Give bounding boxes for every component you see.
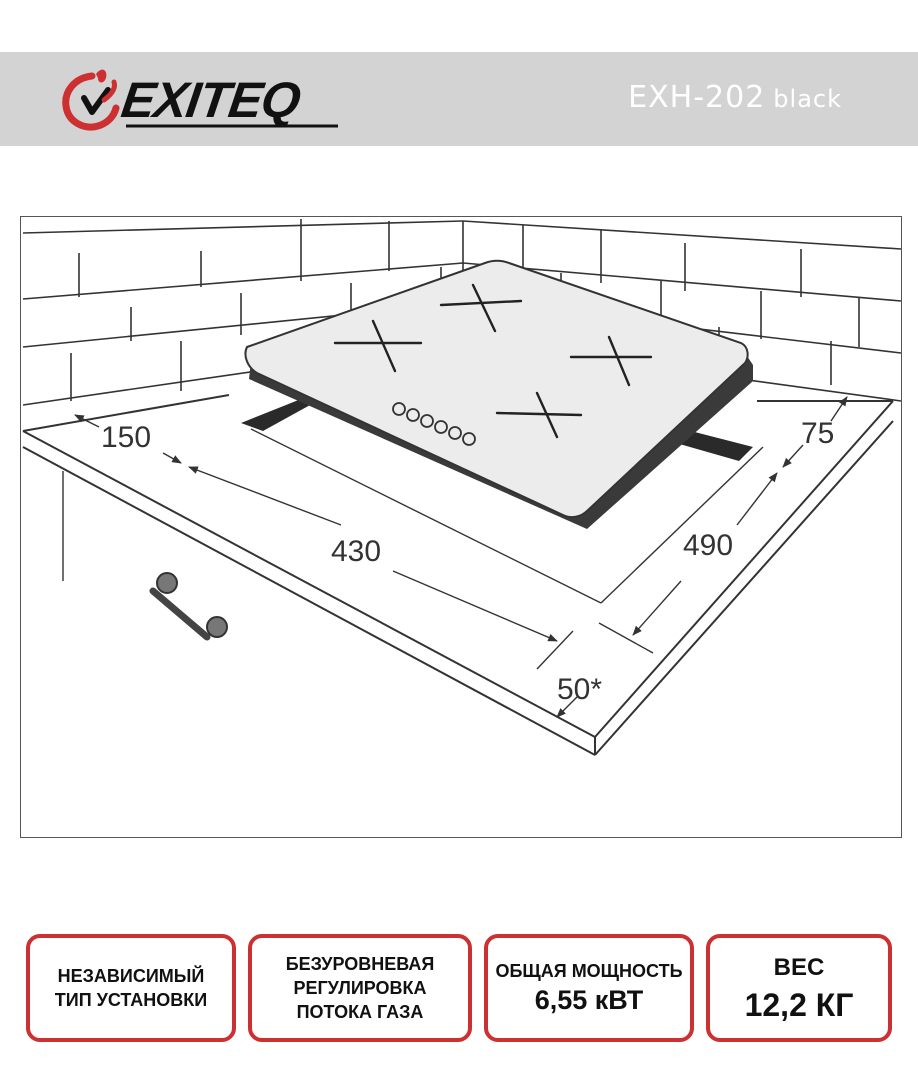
dimension-front-offset: 50*	[557, 673, 603, 706]
feature-text: НЕЗАВИСИМЫЙ	[57, 966, 205, 986]
feature-label: ВЕС	[773, 954, 825, 981]
feature-card-weight	[706, 934, 892, 1042]
feature-card-gas-regulation	[248, 934, 472, 1042]
feature-text: БЕЗУРОВНЕВАЯ	[285, 954, 435, 974]
feature-label: ОБЩАЯ МОЩНОСТЬ	[495, 961, 683, 981]
feature-text: ТИП УСТАНОВКИ	[54, 990, 208, 1010]
feature-value: 6,55 кВТ	[534, 985, 644, 1015]
feature-card-power	[484, 934, 694, 1042]
kitchen-illustration	[21, 217, 902, 838]
dimension-cutout-depth: 490	[683, 529, 734, 562]
drawer-handle	[153, 573, 227, 637]
dimension-back-offset: 75	[801, 417, 835, 450]
installation-diagram	[20, 216, 902, 838]
dimension-cutout-width: 430	[331, 535, 382, 568]
model-code: EXH-202	[628, 80, 766, 115]
brand-name: EXITEQ	[118, 72, 304, 128]
model-color: black	[773, 85, 842, 113]
dimension-left-offset: 150	[101, 421, 152, 454]
feature-value: 12,2 КГ	[744, 987, 854, 1023]
model-title	[628, 80, 842, 115]
feature-text: РЕГУЛИРОВКА	[293, 978, 427, 998]
feature-card-installation	[26, 934, 236, 1042]
feature-text: ПОТОКА ГАЗА	[296, 1002, 424, 1022]
